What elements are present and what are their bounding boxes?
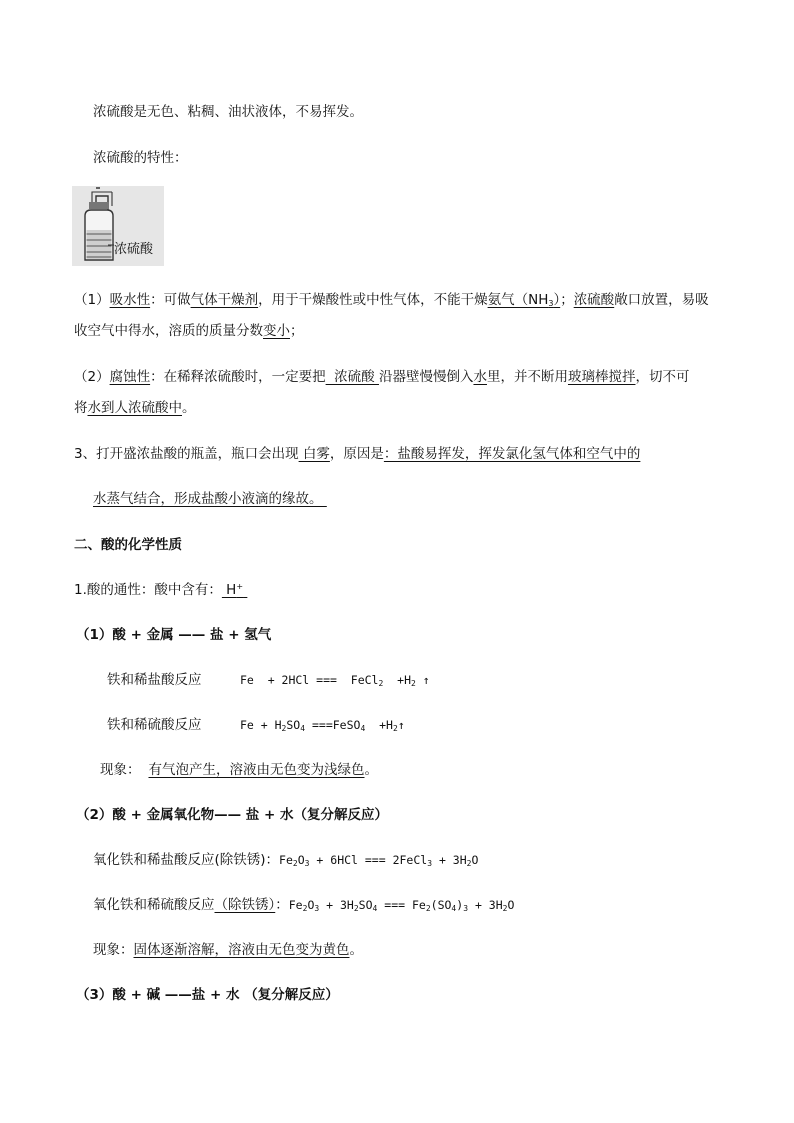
reaction-iron-oxide-hcl	[93, 851, 478, 869]
corrosive-line-2	[74, 399, 196, 417]
term-gas-desiccant: 气体干燥剂	[190, 292, 259, 308]
item-number: （1）	[74, 292, 110, 308]
term-water-into-acid: 水到人浓硫酸中	[87, 400, 182, 416]
subscript: 2	[353, 904, 359, 913]
text: 沿器壁慢慢倒入	[378, 369, 474, 385]
text: Fe	[279, 853, 293, 867]
blank-hydrogen-ion	[222, 582, 247, 598]
phenomenon-value: 有气泡产生，溶液由无色变为浅绿色	[148, 762, 365, 778]
blank-water: 水	[473, 369, 487, 385]
reaction-label: 氧化铁和稀盐酸反应(除铁锈)：	[93, 852, 280, 868]
text: ，用于干燥酸性或中性气体，不能干燥	[258, 292, 488, 308]
reaction-acid-metal-oxide-title: （2）酸 + 金属氧化物—— 盐 + 水（复分解反应）	[76, 807, 389, 823]
text: ↑	[415, 673, 430, 687]
reaction-iron-hcl-label: 铁和稀盐酸反应	[107, 672, 202, 688]
hydrochloric-line-1	[74, 445, 640, 463]
paragraph-characteristics-heading: 浓硫酸的特性：	[93, 150, 188, 166]
text: +H	[365, 718, 393, 732]
subscript: 2	[281, 724, 287, 733]
subscript: 2	[292, 859, 298, 868]
phenomenon-label: 现象：	[93, 942, 134, 958]
superscript: +	[236, 582, 244, 591]
text: 。	[349, 942, 363, 958]
term-glass-rod-stir: 玻璃棒搅拌	[567, 369, 636, 385]
subscript: 2	[502, 904, 508, 913]
text: 1.酸的通性：酸中含有：	[74, 582, 222, 598]
text: ：可做	[150, 292, 191, 308]
text: Fe	[288, 898, 303, 912]
text: ，原因是	[329, 446, 384, 462]
text: + 3H	[468, 898, 503, 912]
item-number: （2）	[74, 369, 110, 385]
subscript: 2	[302, 904, 308, 913]
blank-white-mist: 白雾	[298, 446, 330, 462]
text: Fe + 2HCl === FeCl	[240, 673, 379, 687]
text: )	[456, 898, 464, 912]
text: SO	[358, 898, 373, 912]
phenomenon-label: 现象：	[100, 762, 141, 778]
term-rust-removal: （除铁锈）	[214, 897, 276, 913]
term-concentrated-sulfuric-acid: 浓硫酸	[573, 292, 615, 308]
subscript: 4	[360, 724, 366, 733]
text: H	[221, 582, 237, 598]
equation-iron-hcl	[240, 671, 430, 689]
text: 3、打开盛浓盐酸的瓶盖，瓶口会出现	[74, 446, 299, 462]
phenomenon-value: 固体逐渐溶解，溶液由无色变为黄色	[133, 942, 350, 958]
blank-reason: ：盐酸易挥发，挥发氯化氢气体和空气中的	[383, 446, 641, 462]
text: +H	[383, 673, 412, 687]
text: O	[307, 898, 315, 912]
reaction-iron-h2so4-label: 铁和稀硫酸反应	[107, 717, 202, 733]
equation-iron-oxide-h2so4	[289, 898, 515, 912]
text: ；	[560, 292, 574, 308]
term-smaller: 变小	[263, 323, 290, 339]
term-ammonia	[488, 292, 561, 308]
reaction-label: 氧化铁和稀硫酸反应	[93, 897, 215, 913]
text: === Fe	[377, 898, 426, 912]
figure-label-concentrated-sulfuric-acid: 浓硫酸	[114, 238, 153, 257]
hydrochloric-line-2	[93, 490, 327, 508]
reaction-iron-oxide-h2so4	[93, 896, 514, 914]
section-heading-acid-chemical-properties: 二、酸的化学性质	[74, 537, 182, 553]
phenomenon-iron-acid	[100, 761, 378, 779]
text: ；	[290, 323, 304, 339]
text: 收空气中得水，溶质的质量分数	[74, 323, 263, 339]
subscript: 4	[451, 904, 457, 913]
text: 。	[364, 762, 378, 778]
subscript: 2	[425, 904, 431, 913]
text: ：在稀释浓硫酸时，一定要把	[150, 369, 326, 385]
subscript: 3	[314, 904, 320, 913]
text: Fe + H	[240, 718, 282, 732]
corrosive-line-1	[74, 368, 689, 386]
acid-general-property	[74, 581, 247, 599]
subscript: 4	[372, 904, 378, 913]
subscript: 2	[378, 679, 384, 688]
equation-iron-h2so4	[240, 716, 405, 734]
text: 敞口放置，易吸	[614, 292, 709, 308]
text: O	[297, 853, 305, 867]
text: O	[471, 853, 479, 867]
text: 。	[182, 400, 196, 416]
absorbent-line-2	[74, 322, 304, 340]
reaction-acid-base-title: （3）酸 + 碱 ——盐 + 水 （复分解反应）	[76, 987, 339, 1003]
text: 里，并不断用	[486, 369, 568, 385]
subscript: 3	[463, 904, 469, 913]
subscript: 2	[392, 724, 398, 733]
paragraph-properties: 浓硫酸是无色、粘稠、油状液体，不易挥发。	[93, 104, 363, 120]
text: ：	[275, 897, 289, 913]
subscript: 4	[300, 724, 306, 733]
equation-iron-oxide-hcl	[279, 853, 478, 867]
text: ↑	[397, 718, 405, 732]
subscript: 3	[304, 859, 310, 868]
text: 氨气（NH	[487, 292, 549, 308]
text: ，切不可	[635, 369, 690, 385]
subscript: 2	[411, 679, 416, 688]
term-corrosive: 腐蚀性	[109, 369, 151, 385]
subscript: 3	[427, 859, 433, 868]
text: + 3H	[432, 853, 467, 867]
text: + 3H	[319, 898, 354, 912]
phenomenon-iron-oxide-acid	[93, 941, 363, 959]
text	[243, 582, 247, 598]
blank-concentrated-sulfuric-acid: 浓硫酸	[325, 369, 379, 385]
reaction-acid-metal-title: （1）酸 + 金属 —— 盐 + 氢气	[76, 627, 272, 643]
gas-washing-bottle-figure	[72, 186, 164, 266]
text: SO	[286, 718, 301, 732]
blank-reason-continued: 水蒸气结合，形成盐酸小液滴的缘故。	[93, 491, 327, 507]
text: + 6HCl === 2FeCl	[309, 853, 428, 867]
text: ）	[553, 292, 561, 308]
absorbent-line-1	[74, 291, 709, 309]
text: O	[507, 898, 515, 912]
text: 将	[74, 400, 88, 416]
text: (SO	[430, 898, 452, 912]
subscript: 2	[466, 859, 472, 868]
term-water-absorbing: 吸水性	[109, 292, 151, 308]
text: ===FeSO	[305, 718, 361, 732]
subscript: 3	[548, 299, 554, 308]
